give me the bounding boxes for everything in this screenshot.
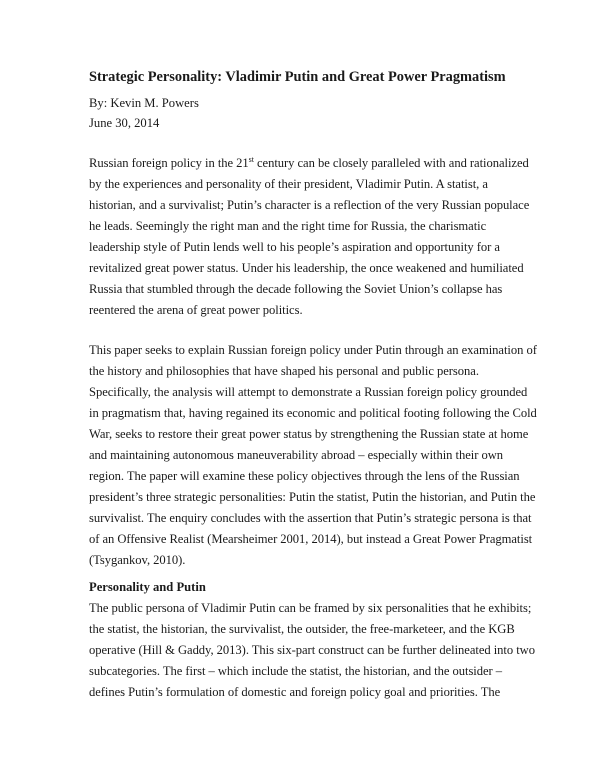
paragraph-1-line: he leads. Seemingly the right man and the right time for Russia, the charismatic [89,219,487,233]
author-line: By: Kevin M. Powers [89,96,199,110]
paragraph-3-line: the statist, the historian, the survivalist, the outsider, the free-marketeer, and the KGB [89,622,515,636]
paragraph-3-line: defines Putin’s formulation of domestic and foreign policy goal and priorities. The [89,685,501,699]
date-line: June 30, 2014 [89,116,160,130]
paragraph-2-line: Specifically, the analysis will attempt to demonstrate a Russian foreign policy grounded [89,385,528,399]
section-heading: Personality and Putin [89,580,206,594]
paragraph-3-line: subcategories. The first – which include the statist, the historian, and the outsider – [89,664,503,678]
ordinal-superscript: st [248,154,254,164]
paragraph-1-line: Russia that stumbled through the decade following the Soviet Union’s collapse has [89,282,503,296]
paragraph-2-line: president’s three strategic personalities: Putin the statist, Putin the historian, and Putin the [89,490,536,504]
paragraph-1-line: by the experiences and personality of their president, Vladimir Putin. A statist, a [89,177,488,191]
paragraph-2-line: survivalist. The enquiry concludes with the assertion that Putin’s strategic persona is that [89,511,532,525]
paragraph-3-line: operative (Hill & Gaddy, 2013). This six-part construct can be further delineated into two [89,643,535,657]
paragraph-2-line: This paper seeks to explain Russian foreign policy under Putin through an examination of [89,343,537,357]
paragraph-2-line: and maintaining autonomous maneuverability abroad – especially within their own [89,448,503,462]
paragraph-2-line: (Tsygankov, 2010). [89,553,186,567]
paragraph-2-line: in pragmatism that, having regained its economic and political footing following the Cold [89,406,537,420]
paragraph-1-line: revitalized great power status. Under his leadership, the once weakened and humiliated [89,261,524,275]
paragraph-1-line: reentered the arena of great power politics. [89,303,303,317]
paragraph-1-line: historian, and a survivalist; Putin’s character is a reflection of the very Russian populace [89,198,530,212]
paragraph-2-line: region. The paper will examine these policy objectives through the lens of the Russian [89,469,520,483]
paragraph-2-line: of an Offensive Realist (Mearsheimer 2001, 2014), but instead a Great Power Pragmatist [89,532,533,546]
paragraph-2-line: War, seeks to restore their great power status by strengthening the Russian state at home [89,427,529,441]
paper-title: Strategic Personality: Vladimir Putin and Great Power Pragmatism [89,69,506,85]
paragraph-1-line: leadership style of Putin lends well to his people’s aspiration and opportunity for a [89,240,500,254]
paragraph-2-line: the history and philosophies that have shaped his personal and public persona. [89,364,479,378]
paragraph-1-line-1: Russian foreign policy in the 21st century can be closely paralleled with and rationalized [89,154,529,170]
paragraph-3-line: The public persona of Vladimir Putin can be framed by six personalities that he exhibits; [89,601,532,615]
